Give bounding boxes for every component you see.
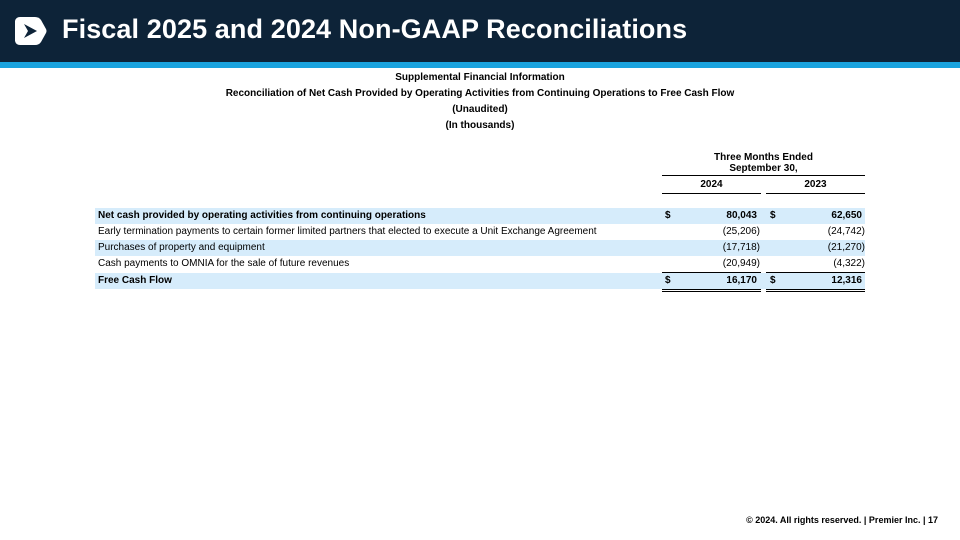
double-rule-bottom-2024 bbox=[662, 291, 761, 292]
report-unaudited-note: (Unaudited) bbox=[452, 104, 508, 115]
value-2023: (21,270) bbox=[827, 242, 865, 253]
row-label: Purchases of property and equipment bbox=[98, 242, 265, 253]
header-accent-stripe bbox=[0, 62, 960, 68]
value-2023: (24,742) bbox=[827, 226, 865, 237]
value-2024: (25,206) bbox=[722, 226, 760, 237]
row-label: Early termination payments to certain former limited partners that elected to execute a Unit Exchange Agreement bbox=[98, 226, 597, 237]
currency-symbol: $ bbox=[665, 275, 671, 286]
report-units-note: (In thousands) bbox=[445, 120, 515, 131]
value-2023: (4,322) bbox=[833, 258, 865, 269]
column-header-2024: 2024 bbox=[700, 179, 723, 190]
footer-copyright: © 2024. All rights reserved. | Premier Inc. | 17 bbox=[746, 515, 938, 525]
period-header-rule bbox=[662, 175, 865, 176]
period-header-line2: September 30, bbox=[729, 163, 798, 174]
double-rule-top-2023 bbox=[766, 289, 865, 290]
table-row-total bbox=[95, 273, 865, 289]
row-label: Net cash provided by operating activities from continuing operations bbox=[98, 210, 426, 221]
row-label: Cash payments to OMNIA for the sale of future revenues bbox=[98, 258, 350, 269]
value-2023: 12,316 bbox=[831, 275, 862, 286]
table-row bbox=[95, 224, 865, 240]
value-2024: 16,170 bbox=[726, 275, 757, 286]
double-rule-top-2024 bbox=[662, 289, 761, 290]
currency-symbol: $ bbox=[770, 210, 776, 221]
currency-symbol: $ bbox=[770, 275, 776, 286]
table-row bbox=[95, 256, 865, 272]
table-row bbox=[95, 208, 865, 224]
report-heading: Supplemental Financial Information bbox=[395, 72, 565, 83]
row-label: Free Cash Flow bbox=[98, 275, 172, 286]
column-header-2023: 2023 bbox=[804, 179, 827, 190]
column-rule-2023 bbox=[766, 193, 865, 194]
column-rule-2024 bbox=[662, 193, 761, 194]
value-2024: (17,718) bbox=[722, 242, 760, 253]
table-row bbox=[95, 240, 865, 256]
value-2024: 80,043 bbox=[726, 210, 757, 221]
page-title: Fiscal 2025 and 2024 Non-GAAP Reconciliations bbox=[62, 14, 688, 44]
report-subtitle: Reconciliation of Net Cash Provided by Operating Activities from Continuing Operations to Free Cash Flow bbox=[225, 88, 735, 99]
currency-symbol: $ bbox=[665, 210, 671, 221]
premier-logo-icon bbox=[13, 15, 47, 47]
value-2023: 62,650 bbox=[831, 210, 862, 221]
value-2024: (20,949) bbox=[722, 258, 760, 269]
period-header-line1: Three Months Ended bbox=[714, 152, 813, 163]
double-rule-bottom-2023 bbox=[766, 291, 865, 292]
period-header bbox=[662, 152, 865, 174]
